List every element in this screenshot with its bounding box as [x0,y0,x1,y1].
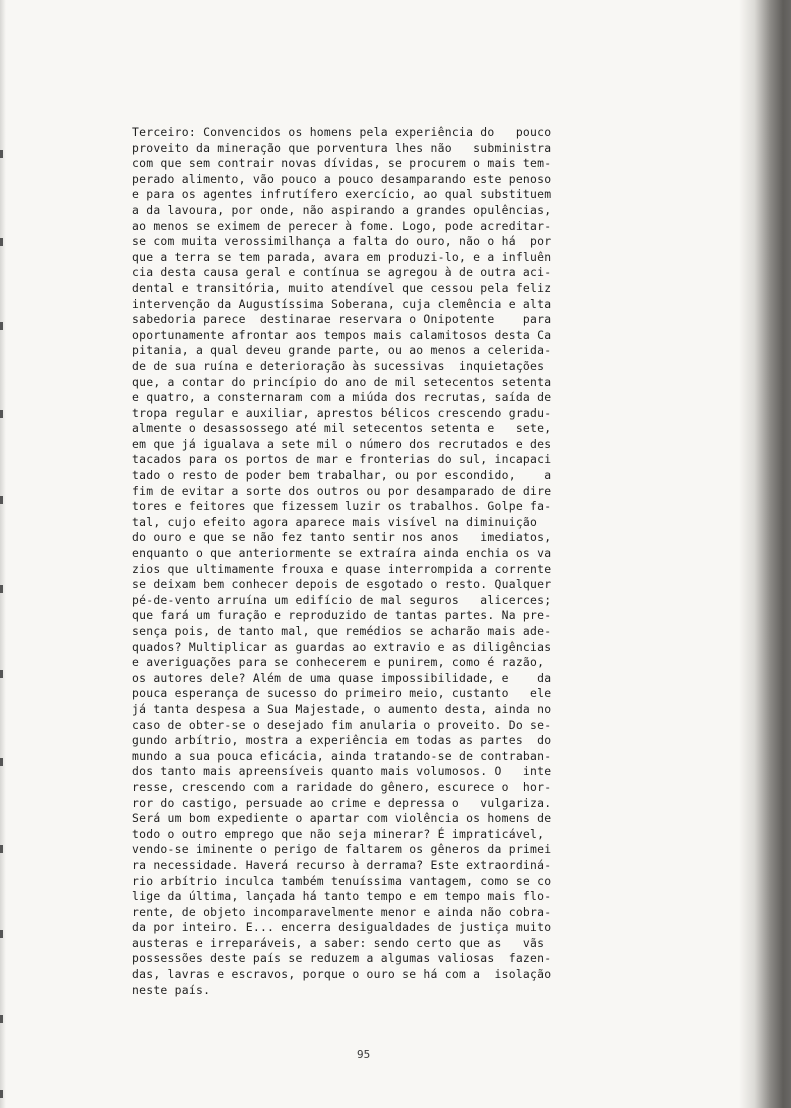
binding-mark [0,585,3,593]
text-line: resse, crescendo com a raridade do gênero, escurece o hor- [132,779,552,794]
text-line: neste país. [132,982,211,997]
text-line: se deixam bem conhecer depois de esgotado o resto. Qualquer [132,577,552,592]
text-line: vendo-se iminente o perigo de faltarem os gêneros da primei [132,842,552,857]
text-line: tal, cujo efeito agora aparece mais visível na diminuição [132,514,538,529]
binding-mark [0,1015,3,1023]
text-line: cia desta causa geral e contínua se agregou à de outra aci- [132,265,552,280]
text-line: tropa regular e auxiliar, aprestos bélicos crescendo gradu- [132,405,552,420]
page-number: 95 [357,1048,371,1061]
binding-mark [0,845,3,853]
text-line: todo o outro emprego que não seja minerar? É impraticável, [132,826,545,841]
text-line: os autores dele? Além de uma quase impossibilidade, e da [132,670,552,685]
text-line: perado alimento, vão pouco a pouco desamparando este penoso [132,171,552,186]
text-line: dental e transitória, muito atendível que cessou pela feliz [132,280,552,295]
text-line: enquanto o que anteriormente se extraíra ainda enchia os va [132,546,552,561]
page-left-shadow [0,0,6,1108]
text-line: e averiguações para se conhecerem e punirem, como é razão, [132,655,545,670]
text-line: em que já igualava a sete mil o número dos recrutados e des [132,436,552,451]
text-line: sabedoria parece destinarae reservara o Onipotente para [132,312,552,327]
scanner-edge-shadow [739,0,791,1108]
text-line: Será um bom expediente o apartar com violência os homens de [132,811,552,826]
text-line: caso de obter-se o desejado fim anularia o proveito. Do se- [132,717,552,732]
text-line: com que sem contrair novas dívidas, se procurem o mais tem- [132,156,552,171]
text-line: que a terra se tem parada, avara em produzi-lo, e a influên [132,249,552,264]
text-line: pouca esperança de sucesso do primeiro meio, custanto ele [132,686,552,701]
text-line: tacados para os portos de mar e fronterias do sul, incapaci [132,452,552,467]
text-line: proveito da mineração que porventura lhes não subministra [132,140,552,155]
text-line: pé-de-vento arruína um edifício de mal seguros alicerces; [132,592,552,607]
text-line: ra necessidade. Haverá recurso à derrama? Este extraordiná- [132,857,552,872]
text-line: almente o desassossego até mil setecentos setenta e sete, [132,421,552,436]
text-line: que fará um furação e reproduzido de tantas partes. Na pre- [132,608,552,623]
text-line: sença pois, de tanto mal, que remédios se acharão mais ade- [132,624,552,638]
text-line: intervenção da Augustíssima Soberana, cuja clemência e alta [132,296,552,311]
text-line: ao menos se eximem de perecer à fome. Logo, pode acreditar- [132,218,552,233]
binding-mark [0,758,3,766]
binding-mark [0,322,3,330]
text-line: dos tanto mais apreensíveis quanto mais volumosos. O inte [132,764,552,779]
text-line: quados? Multiplicar as guardas ao extravio e as diligências [132,639,552,654]
text-line: tado o resto de poder bem trabalhar, ou por escondido, a [132,468,552,483]
text-line: pitania, a qual deveu grande parte, ou ao menos a celerida- [132,343,552,358]
binding-mark [0,150,3,158]
binding-mark [0,1090,3,1098]
binding-mark [0,410,3,418]
binding-mark [0,670,3,678]
text-line: possessões deste país se reduzem a algumas valiosas fazen- [132,951,552,966]
text-line: fim de evitar a sorte dos outros ou por desamparado de dire [132,483,552,498]
text-line: de de sua ruína e deterioração às sucessivas inquietações [132,358,545,373]
text-line: e quatro, a consternaram com a miúda dos recrutas, saída de [132,390,552,405]
text-line: mundo a sua pouca eficácia, ainda tratando-se de contraban- [132,748,552,763]
text-line: rente, de objeto incomparavelmente menor e ainda não cobra- [132,904,552,919]
text-line: Terceiro: Convencidos os homens pela experiência do pouco [132,125,552,139]
text-line: a da lavoura, por onde, não aspirando a grandes opulências, [132,202,552,217]
text-line: da por inteiro. E... encerra desigualdades de justiça muito [132,920,552,935]
text-line: rio arbítrio inculca também tenuíssima vantagem, como se co [132,873,552,888]
text-line: zios que ultimamente frouxa e quase interrompida a corrente [132,561,552,576]
text-line: austeras e irreparáveis, a saber: sendo certo que as vãs [132,935,545,950]
text-line: tores e feitores que fizessem luzir os trabalhos. Golpe fa- [132,499,552,514]
text-line: oportunamente afrontar aos tempos mais calamitosos desta Ca [132,327,552,342]
text-line: se com muita verossimilhança a falta do ouro, não o há por [132,234,552,249]
text-line: que, a contar do princípio do ano de mil setecentos setenta [132,374,552,389]
text-line: ror do castigo, persuade ao crime e depressa o vulgariza. [132,795,552,810]
text-line: das, lavras e escravos, porque o ouro se há com a isolação [132,967,552,982]
binding-mark [0,238,3,246]
text-line: gundo arbítrio, mostra a experiência em todas as partes do [132,733,552,748]
text-line: e para os agentes infrutífero exercício, ao qual substituem [132,187,552,202]
body-text [132,125,662,998]
binding-mark [0,496,3,504]
binding-mark [0,930,3,938]
text-line: lige da última, lançada há tanto tempo e em tempo mais flo- [132,889,552,904]
text-line: do ouro e que se não fez tanto sentir nos anos imediatos, [132,530,552,545]
text-line: já tanta despesa a Sua Majestade, o aumento desta, ainda no [132,701,552,716]
